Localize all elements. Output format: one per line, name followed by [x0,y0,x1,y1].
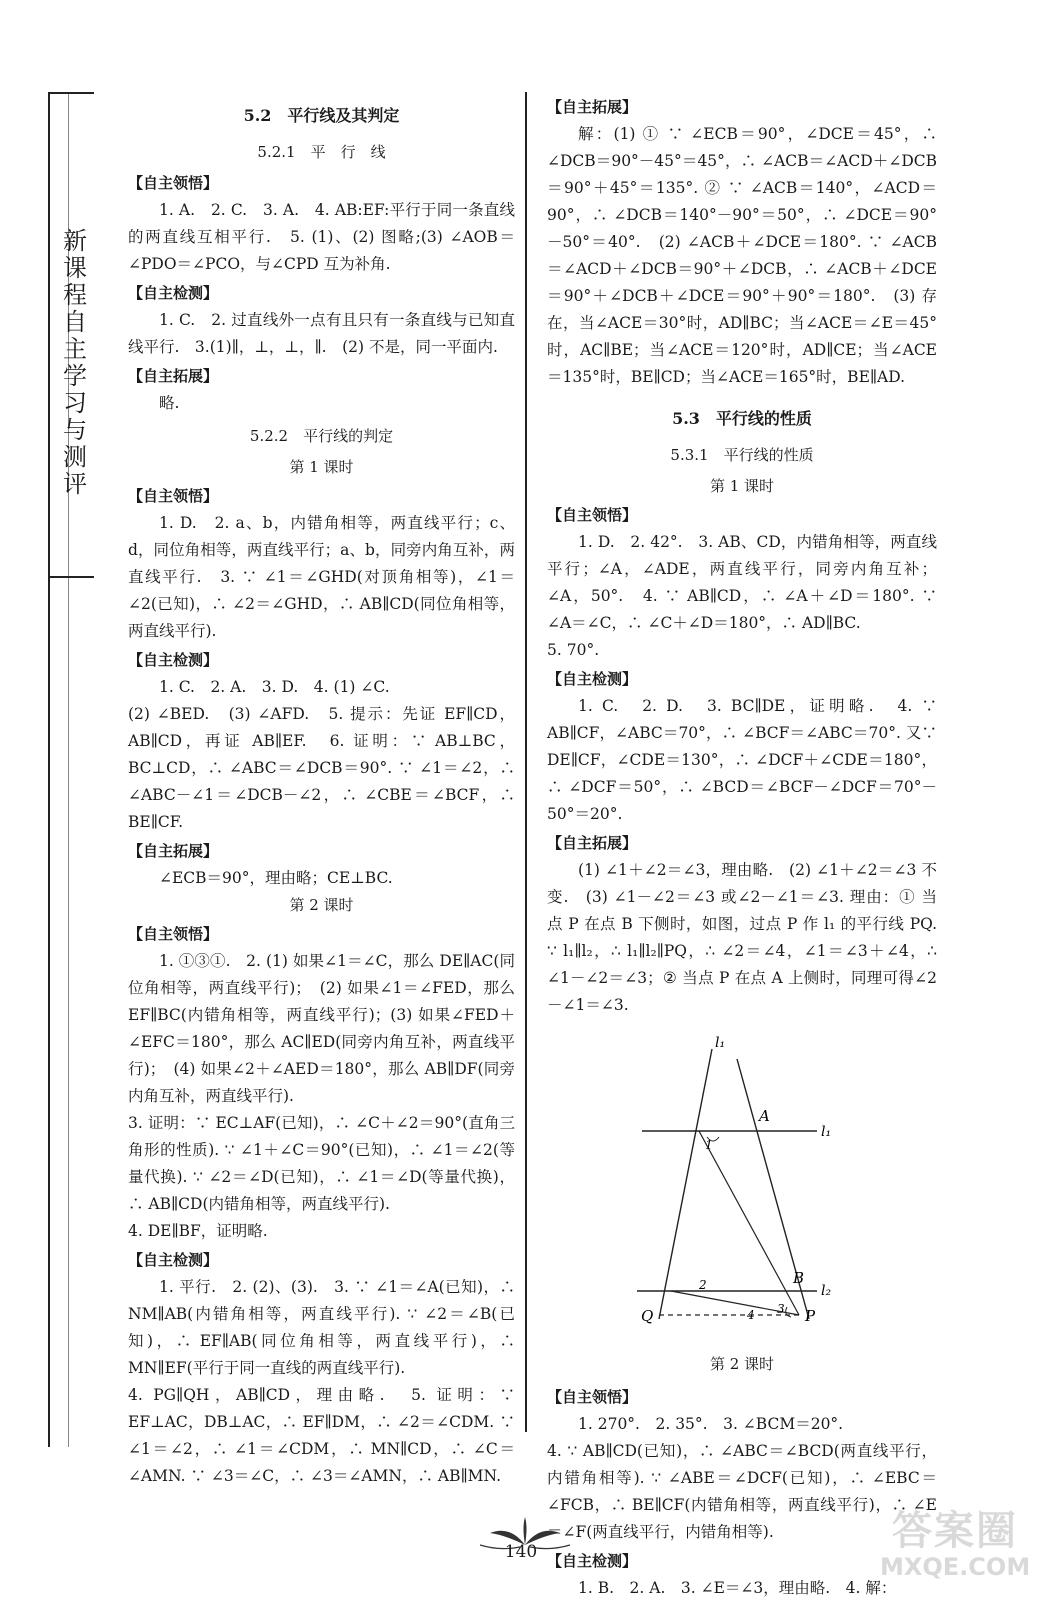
label-l1-top: l₁ [715,1035,726,1051]
block-label: 【自主检测】 [128,1251,219,1269]
block-label: 【自主领悟】 [128,487,219,505]
block-label: 【自主领悟】 [547,506,638,524]
page-number: 140 [504,1542,538,1562]
label-angle-2: 2 [699,1278,707,1292]
subsection-title: 5.3.1 平行线的性质 [670,446,814,464]
column-divider [525,92,527,1432]
block-label: 【自主检测】 [128,284,219,302]
block-label: 【自主检测】 [128,651,219,669]
subsection-title: 5.2.1 平 行 线 [257,143,386,161]
answer-text: 1. 270°. 2. 35°. 3. ∠BCM＝20°. 4. ∵ AB∥CD(已知)，∴ ∠ABC＝∠BCD(两直线平行，内错角相等). ∵ ∠ABE＝∠DCF(已知)，∴ ∠EBC＝∠FCB，∴ BE∥CF(内错角相等，两直线平行)，∴ ∠E＝∠F(两直线平行，内错角相等). [547,1415,937,1541]
book-title-vertical: 新课程自主学习与测评 [63,227,87,498]
answer-text: 1. C. 2. 过直线外一点有且只有一条直线与已知直线平行. 3.(1)∥，⊥，⊥，∥. (2) 不是，同一平面内. [128,311,515,356]
label-a: A [759,1107,770,1125]
answer-text: 解：(1) ① ∵ ∠ECB＝90°，∠DCE＝45°，∴ ∠DCB＝90°－45°＝45°，∴ ∠ACB＝∠ACD＋∠DCB＝90°＋45°＝135°. ② ∵ ∠ACB＝140°，∠ACD＝90°，∴ ∠DCB＝140°－90°＝50°，∴ ∠DCE＝90°－50°＝40°. (2) ∠ACB＋∠DCE＝180°. ∵ ∠ACB＝∠ACD＋∠DCB＝90°＋∠DCB，∴ ∠ACB＋∠DCE＝90°＋∠DCB＋∠DCE＝90°＋90°＝180°. (3) 存在，当∠ACE＝30°时，AD∥BC；当∠ACE＝∠E＝45°时，AC∥BE；当∠ACE＝120°时，AD∥CE；当∠ACE＝135°时，BE∥CD；当∠ACE＝165°时，BE∥AD. [547,125,937,386]
block-label: 【自主检测】 [547,1552,638,1570]
answer-text: 1. B. 2. A. 3. ∠E＝∠3，理由略. 4. 解： [578,1579,897,1597]
subsection-title: 5.2.2 平行线的判定 [249,427,394,445]
lesson-title: 第 1 课时 [289,458,354,476]
block-label: 【自主拓展】 [128,842,219,860]
block-label: 【自主领悟】 [128,174,219,192]
label-l2: l₂ [821,1283,832,1299]
label-angle-4: 4 [747,1308,755,1322]
label-b: B [793,1269,805,1287]
section-title: 5.2 平行线及其判定 [243,106,400,125]
right-column [547,100,937,1602]
block-label: 【自主检测】 [547,670,638,688]
answer-text: 1. C. 2. D. 3. BC∥DE，证明略. 4. ∵ AB∥CF，∠ABC＝70°，∴ ∠BCF＝∠ABC＝70°. 又∵ DE∥CF，∠CDE＝130°，∴ ∠DCF＋∠CDE＝180°，∴ ∠DCF＝50°，∴ ∠BCD＝∠BCF－∠DCF＝70°－50°＝20°. [547,697,937,823]
label-angle-3: 3 [777,1302,785,1316]
answer-text: 1. A. 2. C. 3. A. 4. AB:EF:平行于同一条直线的两直线互相平行. 5. (1)、(2) 图略;(3) ∠AOB＝∠PDO＝∠PCO，与∠CPD 互为补角. [128,201,515,273]
watermark-logo-text: 答案圈 [892,1508,1018,1554]
label-q: Q [641,1307,654,1325]
answer-text: 1. ①③①. 2. (1) 如果∠1＝∠C，那么 DE∥AC(同位角相等，两直线平行)； (2) 如果∠1＝∠FED，那么 EF∥BC(内错角相等，两直线平行)；(3) 如果∠FED＋∠EFC＝180°，那么 AC∥ED(同旁内角互补，两直线平行)； (4) 如果∠2＋∠AED＝180°，那么 AB∥DF(同旁内角互补，两直线平行). 3. 证明：∵ EC⊥AF(已知)，∴ ∠C＋∠2＝90°(直角三角形的性质). ∵ ∠1＋∠C＝90°(已知)，∴ ∠1＝∠2(等量代换). ∵ ∠2＝∠D(已知)，∴ ∠1＝∠D(等量代换)，∴ AB∥CD(内错角相等，两直线平行). 4. DE∥BF，证明略. [128,952,515,1240]
answer-text: 1. D. 2. a、b，内错角相等，两直线平行；c、d，同位角相等，两直线平行；a、b，同旁内角互补，两直线平行. 3. ∵ ∠1＝∠GHD(对顶角相等)，∠1＝∠2(已知)，∴ ∠2＝∠GHD，∴ AB∥CD(同位角相等，两直线平行). [128,514,515,640]
block-label: 【自主领悟】 [128,925,219,943]
lesson-title: 第 2 课时 [709,1355,775,1373]
spine-top-rule [48,92,94,94]
label-p: P [805,1307,816,1325]
spine-mid-rule [48,576,94,578]
left-column [128,100,515,1490]
block-label: 【自主拓展】 [547,834,638,852]
section-title: 5.3 平行线的性质 [672,409,812,428]
label-angle-1: 1 [705,1138,713,1152]
watermark-url: MXQE.COM [880,1553,1031,1581]
answer-text: 1. 平行. 2. (2)、(3). 3. ∵ ∠1＝∠A(已知)，∴ NM∥AB(内错角相等，两直线平行). ∵ ∠2＝∠B(已知)，∴ EF∥AB(同位角相等，两直线平行)，∴ MN∥EF(平行于同一直线的两直线平行). 4. PG∥QH，AB∥CD，理由略. 5. 证明：∵ EF⊥AC，DB⊥AC，∴ EF∥DM，∴ ∠2＝∠CDM. ∵ ∠1＝∠2，∴ ∠1＝∠CDM，∴ MN∥CD，∴ ∠C＝∠AMN. ∵ ∠3＝∠C，∴ ∠3＝∠AMN，∴ AB∥MN. [128,1278,515,1485]
answer-text: 略. [159,394,180,412]
answer-text: 1. C. 2. A. 3. D. 4. (1) ∠C. (2) ∠BED. (3) ∠AFD. 5. 提示：先证 EF∥CD，AB∥CD，再证 AB∥EF. 6. 证明：∵ AB⊥BC，BC⊥CD，∴ ∠ABC＝∠DCB＝90°. ∵ ∠1＝∠2，∴ ∠ABC－∠1＝∠DCB－∠2，∴ ∠CBE＝∠BCF，∴ BE∥CF. [128,678,515,831]
answer-text: 1. D. 2. 42°. 3. AB、CD，内错角相等，两直线平行；∠A，∠ADE，两直线平行，同旁内角互补；∠A，50°. 4. ∵ AB∥CD，∴ ∠A＋∠D＝180°. ∵ ∠A＝∠C，∴ ∠C＋∠D＝180°，∴ AD∥BC. 5. 70°. [547,533,937,659]
label-l1: l₁ [821,1124,832,1140]
geometry-figure [547,1029,937,1347]
segment-to-p [699,1131,799,1315]
lesson-title: 第 2 课时 [289,896,354,914]
block-label: 【自主拓展】 [128,367,219,385]
answer-text: ∠ECB＝90°，理由略；CE⊥BC. [159,869,393,887]
block-label: 【自主拓展】 [547,98,638,116]
lesson-title: 第 1 课时 [709,477,775,495]
site-watermark [880,1508,1030,1580]
block-label: 【自主领悟】 [547,1388,638,1406]
parallel-lines-diagram [547,1029,937,1347]
answer-text: (1) ∠1＋∠2＝∠3，理由略. (2) ∠1＋∠2＝∠3 不变. (3) ∠1－∠2＝∠3 或∠2－∠1＝∠3. 理由：① 当点 P 在点 B 下侧时，如图，过点 P 作 l₁ 的平行线 PQ. ∵ l₁∥l₂，∴ l₁∥l₂∥PQ，∴ ∠2＝∠4，∠1＝∠3＋∠4，∴ ∠1－∠2＝∠3；② 当点 P 在点 A 上侧时，同理可得∠2－∠1＝∠3. [547,861,937,1014]
